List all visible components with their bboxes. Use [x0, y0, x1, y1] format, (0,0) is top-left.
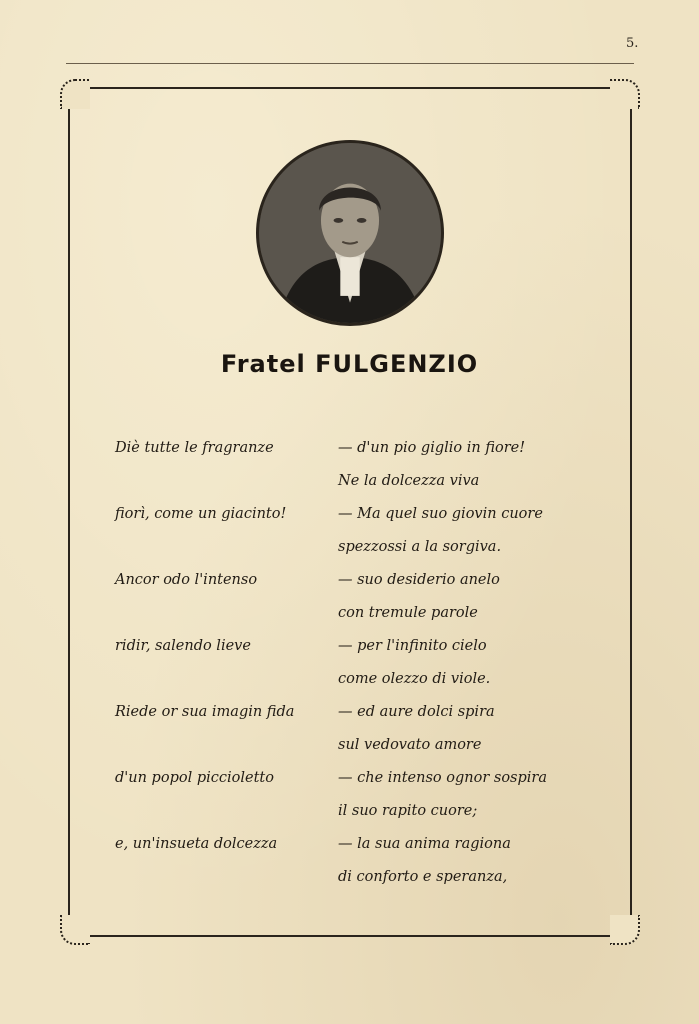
poem-line-right: — la sua anima ragiona [338, 836, 511, 852]
poem-line-right: — d'un pio giglio in fiore! [338, 440, 526, 456]
poem-line-left: d'un popol piccioletto [115, 770, 274, 786]
poem-line-right: con tremule parole [338, 605, 478, 621]
poem-line-left: e, un'insueta dolcezza [115, 836, 278, 852]
poem-line-right: Ne la dolcezza viva [338, 473, 480, 489]
poem-line-right: — che intenso ognor sospira [338, 770, 547, 786]
poem-line-right: sul vedovato amore [338, 737, 482, 753]
poem-line-left: Ancor odo l'intenso [115, 572, 258, 588]
poem-line-left: Diè tutte le fragranze [115, 440, 274, 456]
frame-corner-ornament [60, 915, 90, 945]
poem-line-left: ridir, salendo lieve [115, 638, 251, 654]
poem-line-right: spezzossi a la sorgiva. [338, 539, 502, 555]
poem-line-left: fiorì, come un giacinto! [115, 506, 287, 522]
page-title: Fratel FULGENZIO [220, 350, 479, 378]
poem-line-right: come olezzo di viole. [338, 671, 491, 687]
poem-line-right: il suo rapito cuore; [338, 803, 478, 819]
poem-line-right: — per l'infinito cielo [338, 638, 487, 654]
poem-line-left: Riede or sua imagin fida [115, 704, 295, 720]
poem-line-right: di conforto e speranza, [338, 869, 508, 885]
frame-corner-ornament [610, 915, 640, 945]
frame-corner-ornament [610, 79, 640, 109]
page-number: 5. [626, 36, 639, 51]
frame-corner-ornament [60, 79, 90, 109]
poem-line-right: — ed aure dolci spira [338, 704, 495, 720]
portrait-photo [256, 140, 444, 326]
poem-line-right: — Ma quel suo giovin cuore [338, 506, 543, 522]
portrait-photo-icon [259, 143, 441, 323]
poem-line-right: — suo desiderio anelo [338, 572, 500, 588]
header-rule [66, 63, 634, 64]
